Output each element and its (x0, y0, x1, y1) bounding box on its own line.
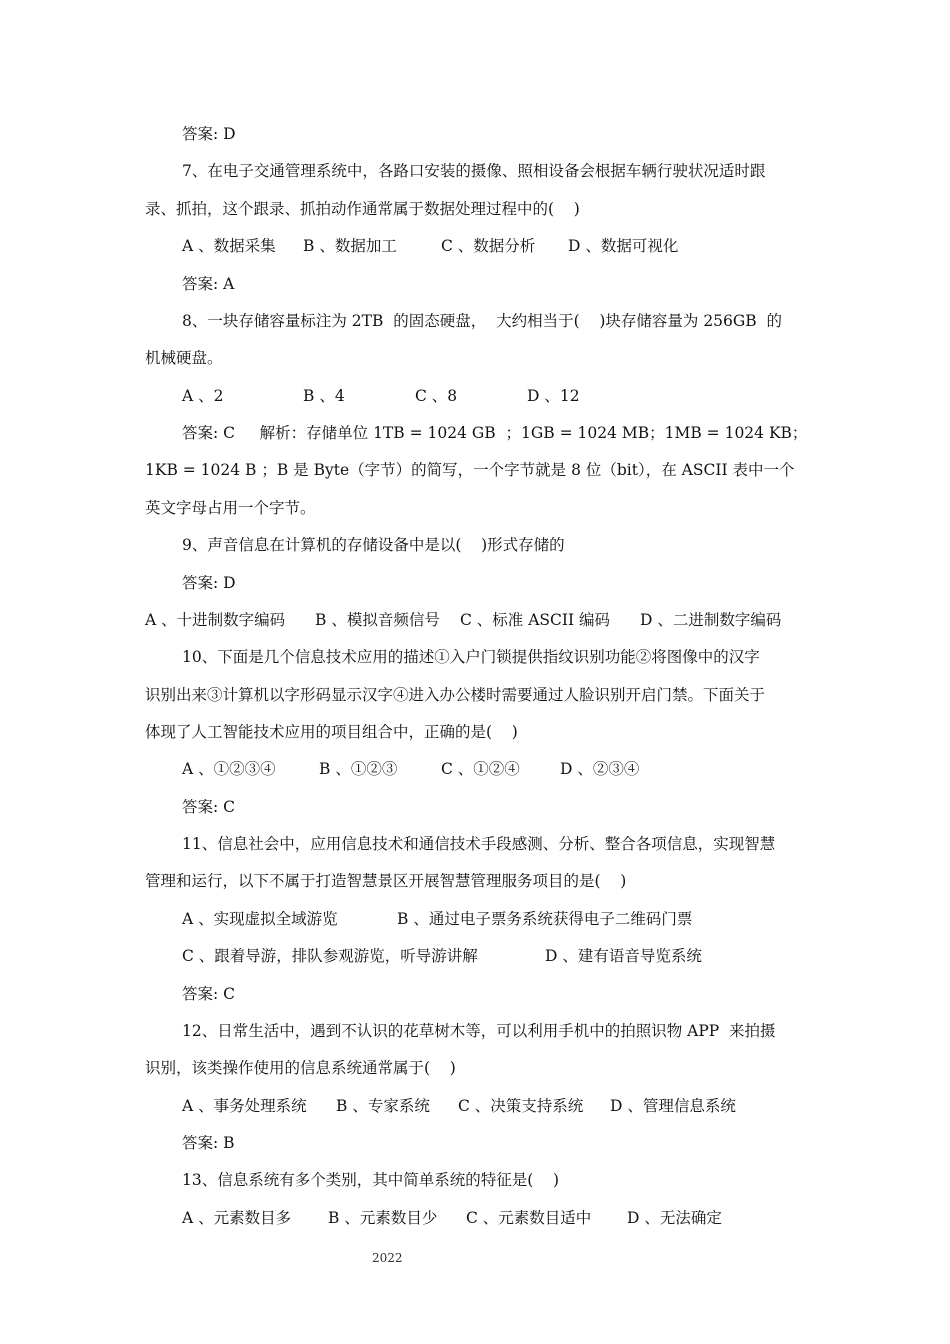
q10-question-line1: 10、下面是几个信息技术应用的描述①入户门锁提供指纹识别功能②将图像中的汉字 (182, 648, 760, 666)
q12-question-line1: 12、日常生活中，遇到不认识的花草树木等，可以利用手机中的拍照识物 APP 来拍摄 (182, 1022, 776, 1040)
q7-answer: 答案: A (182, 275, 235, 293)
q8-option-a: A 、2 (182, 387, 224, 405)
q10-option-a: A 、①②③④ (182, 760, 276, 778)
q7-option-c: C 、数据分析 (441, 237, 536, 255)
q10-option-b: B 、①②③ (319, 760, 398, 778)
q12-option-b: B 、专家系统 (336, 1097, 430, 1115)
q11-question-line2: 管理和运行，以下不属于打造智慧景区开展智慧管理服务项目的是( ) (145, 872, 627, 890)
q8-option-b: B 、4 (303, 387, 345, 405)
q10-answer: 答案: C (182, 798, 236, 816)
q10-question-line3: 体现了人工智能技术应用的项目组合中，正确的是( ) (145, 723, 518, 741)
q12-option-d: D 、管理信息系统 (610, 1097, 736, 1115)
page-footer-year: 2022 (372, 1251, 403, 1265)
q11-option-d: D 、建有语音导览系统 (545, 947, 702, 965)
q11-option-c: C 、跟着导游，排队参观游览，听导游讲解 (182, 947, 478, 965)
q13-option-d: D 、无法确定 (627, 1209, 722, 1227)
q8-answer-line1: 答案: C 解析：存储单位 1TB = 1024 GB ；1GB = 1024 MB；1MB = 1024 KB； (182, 424, 808, 442)
q9-answer: 答案: D (182, 574, 236, 592)
q8-answer-line2: 1KB = 1024 B ；B 是 Byte（字节）的简写，一个字节就是 8 位（bit），在 ASCII 表中一个 (145, 461, 795, 479)
q11-question-line1: 11、信息社会中，应用信息技术和通信技术手段感测、分析、整合各项信息，实现智慧 (182, 835, 776, 853)
q7-option-d: D 、数据可视化 (568, 237, 679, 255)
q9-option-d: D 、二进制数字编码 (640, 611, 782, 629)
q11-option-a: A 、实现虚拟全域游览 (182, 910, 338, 928)
q10-question-line2: 识别出来③计算机以字形码显示汉字④进入办公楼时需要通过人脸识别开启门禁。下面关于 (145, 686, 766, 704)
q11-answer: 答案: C (182, 985, 236, 1003)
q12-option-a: A 、事务处理系统 (182, 1097, 307, 1115)
q7-option-b: B 、数据加工 (303, 237, 397, 255)
q8-question-line1: 8、一块存储容量标注为 2TB 的固态硬盘， 大约相当于( )块存储容量为 256GB 的 (182, 312, 783, 330)
q13-option-b: B 、元素数目少 (328, 1209, 438, 1227)
q13-option-c: C 、元素数目适中 (466, 1209, 592, 1227)
q8-option-d: D 、12 (527, 387, 580, 405)
q6-answer: 答案: D (182, 125, 236, 143)
q12-option-c: C 、决策支持系统 (458, 1097, 584, 1115)
q10-option-c: C 、①②④ (441, 760, 520, 778)
q12-answer: 答案: B (182, 1134, 235, 1152)
q13-option-a: A 、元素数目多 (182, 1209, 292, 1227)
q13-question-line1: 13、信息系统有多个类别，其中简单系统的特征是( ) (182, 1171, 560, 1189)
q9-option-b: B 、模拟音频信号 (315, 611, 440, 629)
q8-answer-line3: 英文字母占用一个字节。 (145, 499, 316, 517)
q8-option-c: C 、8 (415, 387, 458, 405)
q12-question-line2: 识别，该类操作使用的信息系统通常属于( ) (145, 1059, 456, 1077)
q8-question-line2: 机械硬盘。 (145, 349, 223, 367)
q7-question-line2: 录、抓拍，这个跟录、抓拍动作通常属于数据处理过程中的( ) (145, 200, 580, 218)
q9-question-line1: 9、声音信息在计算机的存储设备中是以( )形式存储的 (182, 536, 565, 554)
q11-option-b: B 、通过电子票务系统获得电子二维码门票 (397, 910, 693, 928)
q9-option-c: C 、标准 ASCII 编码 (460, 611, 611, 629)
q7-question-line1: 7、在电子交通管理系统中，各路口安装的摄像、照相设备会根据车辆行驶状况适时跟 (182, 162, 766, 180)
q10-option-d: D 、②③④ (560, 760, 640, 778)
q9-option-a: A 、十进制数字编码 (145, 611, 286, 629)
q7-option-a: A 、数据采集 (182, 237, 276, 255)
